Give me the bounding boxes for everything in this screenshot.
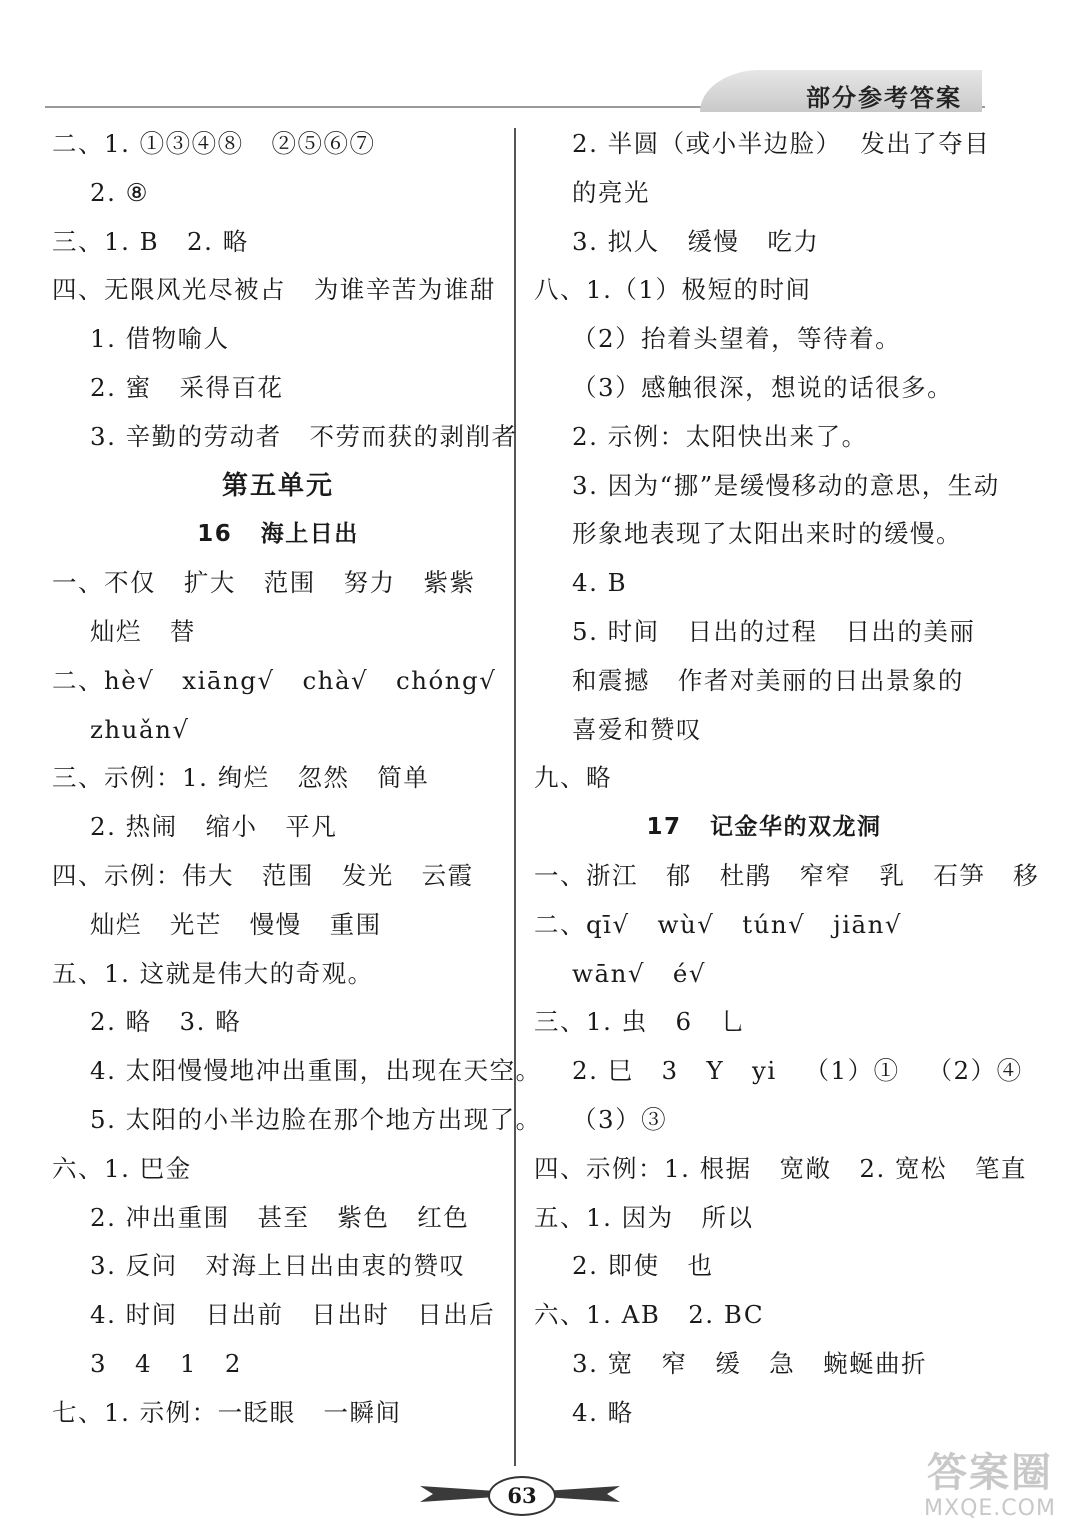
answer-line: 六、1. 巴金 — [52, 1153, 192, 1183]
answer-line: 3. 宽 窄 缓 急 蜿蜒曲折 — [572, 1348, 928, 1378]
answer-line: 形象地表现了太阳出来时的缓慢。 — [572, 519, 962, 549]
lesson-heading: 17 记金华的双龙洞 — [646, 814, 882, 841]
answer-line: 三、1. B 2. 略 — [52, 226, 249, 256]
answer-line: 七、1. 示例：一眨眼 一瞬间 — [52, 1397, 402, 1427]
ribbon-left-icon — [420, 1486, 492, 1502]
right-column — [534, 120, 1040, 1438]
answer-line: 1. 借物喻人 — [90, 324, 230, 354]
answer-line: 2. 热闹 缩小 平凡 — [90, 812, 338, 842]
answer-line: 灿烂 光芒 慢慢 重围 — [90, 909, 382, 939]
answer-line: 4. 时间 日出前 日出时 日出后 — [90, 1300, 496, 1330]
answer-line: 4. B — [572, 568, 628, 598]
unit-heading: 第五单元 — [221, 470, 334, 501]
answer-line: 九、略 — [534, 763, 612, 793]
answer-line: 和震撼 作者对美丽的日出景象的 — [572, 665, 964, 695]
answer-line: 5. 时间 日出的过程 日出的美丽 — [572, 616, 976, 646]
answer-line: 一、浙江 郁 杜鹃 窄窄 乳 石笋 移 — [534, 860, 1040, 890]
watermark-logo — [905, 1450, 1075, 1530]
watermark-line1: 答案圈 — [927, 1450, 1053, 1496]
answer-line: 一、不仅 扩大 范围 努力 紫紫 — [52, 568, 476, 598]
answer-line: 2. 蜜 采得百花 — [90, 372, 284, 402]
answer-line: 2. 巳 3 Y yi （1）① （2）④ — [572, 1056, 1023, 1086]
column-divider — [514, 128, 516, 1466]
answer-line: 2. 冲出重围 甚至 紫色 红色 — [90, 1202, 470, 1232]
answer-line: 六、1. AB 2. BC — [534, 1300, 765, 1330]
answer-line: 4. 太阳慢慢地冲出重围，出现在天空。 — [90, 1056, 542, 1086]
answer-line: 3. 辛勤的劳动者 不劳而获的剥削者 — [90, 421, 518, 451]
answer-line: 4. 略 — [572, 1397, 634, 1427]
answer-line: （3）感触很深，想说的话很多。 — [572, 372, 954, 402]
answer-line: 五、1. 这就是伟大的奇观。 — [52, 958, 374, 988]
answer-line: 五、1. 因为 所以 — [534, 1202, 754, 1232]
lesson-heading: 16 海上日出 — [197, 521, 359, 548]
left-column — [52, 120, 542, 1438]
watermark-line2: MXQE.COM — [924, 1496, 1056, 1521]
answer-line: 灿烂 替 — [90, 616, 196, 646]
page-footer — [420, 1472, 620, 1516]
page-header-title: 部分参考答案 — [806, 84, 962, 112]
answer-line: 二、qī√ wù√ tún√ jiān√ — [534, 909, 903, 939]
answer-line: 喜爱和赞叹 — [572, 714, 702, 744]
answer-line: 3. 因为“挪”是缓慢移动的意思，生动 — [572, 470, 1000, 500]
answer-line: 八、1.（1）极短的时间 — [534, 275, 812, 305]
answer-line: wān√ é√ — [572, 958, 706, 988]
answer-line: 2. 示例：太阳快出来了。 — [572, 421, 868, 451]
answer-line: 二、1. ①③④⑧ ②⑤⑥⑦ — [52, 129, 376, 158]
ribbon-right-icon — [548, 1486, 620, 1502]
answer-line: 2. 略 3. 略 — [90, 1007, 242, 1037]
answer-line: 的亮光 — [572, 177, 650, 207]
answer-line: 四、示例：伟大 范围 发光 云霞 — [52, 860, 474, 890]
answer-line: （2）抬着头望着，等待着。 — [572, 324, 902, 354]
answer-line: 四、示例：1. 根据 宽敞 2. 宽松 笔直 — [534, 1153, 1027, 1183]
answer-line: 三、示例：1. 绚烂 忽然 简单 — [52, 763, 430, 793]
answer-line: 2. ⑧ — [90, 177, 150, 207]
answer-line: 2. 半圆（或小半边脸） 发出了夺目 — [572, 129, 991, 158]
answer-line: 二、hè√ xiāng√ chà√ chóng√ — [52, 665, 497, 695]
answer-line: zhuǎn√ — [90, 714, 190, 744]
answer-line: 三、1. 虫 6 乚 — [534, 1007, 747, 1037]
answer-line: 5. 太阳的小半边脸在那个地方出现了。 — [90, 1104, 542, 1134]
answer-line: 3 4 1 2 — [90, 1348, 242, 1378]
page-number: 63 — [488, 1476, 556, 1516]
answer-line: 2. 即使 也 — [572, 1251, 714, 1281]
answer-line: 3. 拟人 缓慢 吃力 — [572, 226, 820, 256]
answer-line: （3）③ — [572, 1104, 668, 1134]
answer-line: 3. 反问 对海上日出由衷的赞叹 — [90, 1251, 466, 1281]
answer-line: 四、无限风光尽被占 为谁辛苦为谁甜 — [52, 275, 496, 305]
